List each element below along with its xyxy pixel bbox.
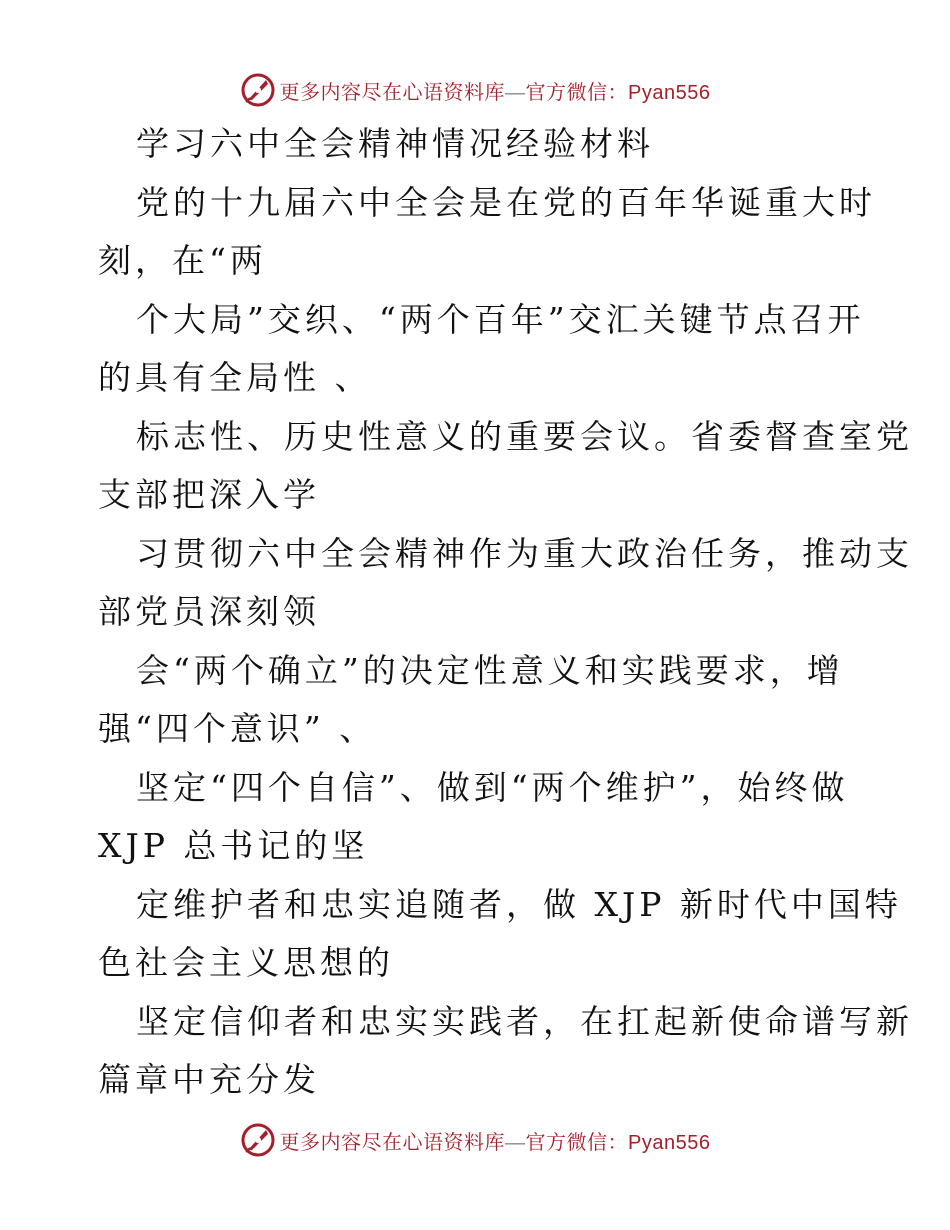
document-line: 支部把深入学	[98, 475, 320, 514]
watermark-banner-bottom	[0, 1118, 950, 1162]
watermark-separator: —	[505, 1131, 526, 1154]
document-line: 学习六中全会精神情况经验材料	[136, 124, 654, 163]
quill-pen-icon	[240, 72, 276, 108]
watermark-contact: 官方微信：Pyan556	[525, 81, 711, 104]
document-body	[98, 115, 913, 1110]
document-line: 个大局”交织、“两个百年”交汇关键节点召开	[136, 299, 865, 339]
document-line: 刻，在“两	[98, 241, 267, 280]
document-line: 的具有全局性 、	[98, 358, 372, 397]
watermark-contact: 官方微信：Pyan556	[525, 1131, 711, 1154]
watermark-banner-top	[0, 68, 950, 112]
document-line: XJP 总书记的坚	[98, 826, 369, 865]
document-line: 坚定“四个自信”、做到“两个维护”，始终做	[136, 767, 849, 807]
document-line: 党的十九届六中全会是在党的百年华诞重大时	[136, 182, 876, 222]
watermark-separator: —	[505, 81, 526, 104]
watermark-text	[280, 76, 711, 105]
document-line: 坚定信仰者和忠实实践者，在扛起新使命谱写新	[136, 1001, 913, 1041]
document-line: 强“四个意识” 、	[98, 709, 377, 748]
document-line: 部党员深刻领	[98, 592, 320, 631]
quill-pen-icon	[240, 1122, 276, 1158]
document-line: 习贯彻六中全会精神作为重大政治任务，推动支	[136, 533, 913, 573]
document-line: 会“两个确立”的决定性意义和实践要求，增	[136, 650, 844, 690]
watermark-title: 更多内容尽在心语资料库	[279, 81, 506, 104]
document-line: 篇章中充分发	[98, 1060, 320, 1099]
watermark-text	[280, 1126, 711, 1155]
watermark-title: 更多内容尽在心语资料库	[279, 1131, 506, 1154]
document-line: 标志性、历史性意义的重要会议。省委督查室党	[136, 416, 913, 456]
document-line: 色社会主义思想的	[98, 943, 394, 982]
document-line: 定维护者和忠实追随者，做 XJP 新时代中国特	[136, 884, 902, 924]
